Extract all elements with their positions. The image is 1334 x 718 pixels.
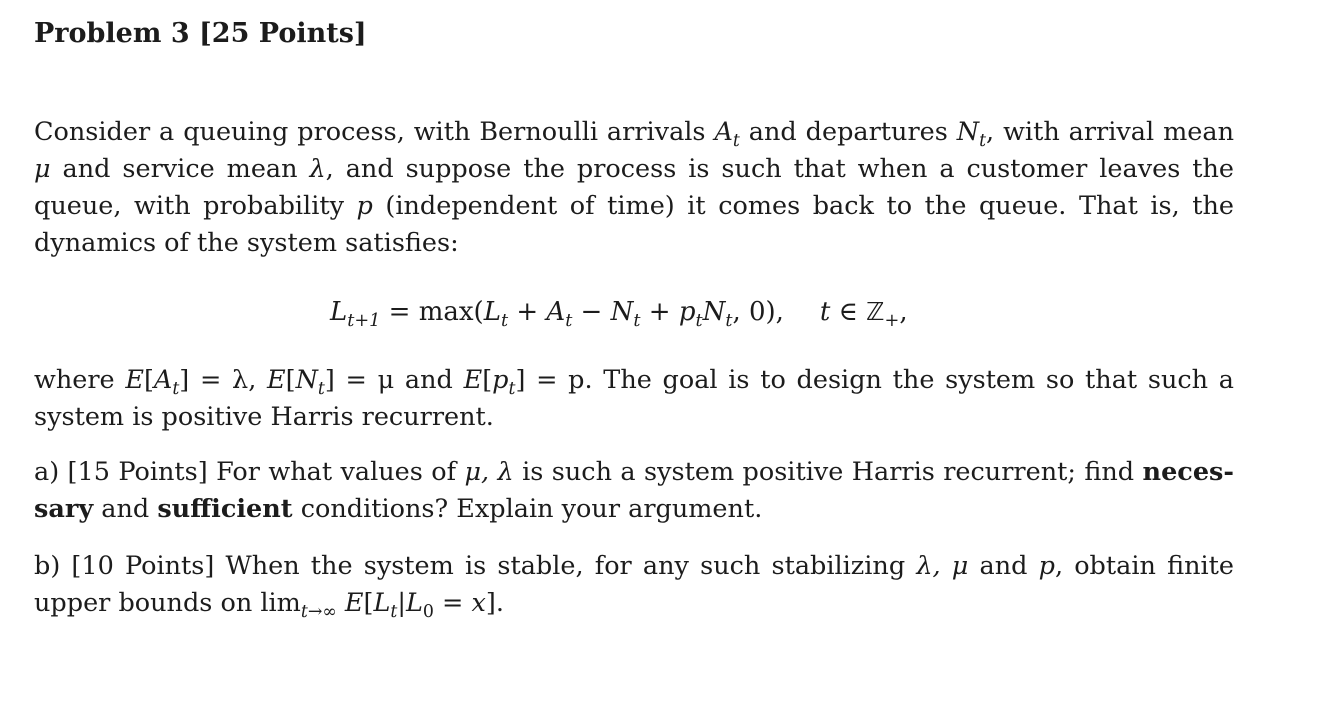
where-p-subscript: t <box>508 379 516 400</box>
eq-p-subscript: t <box>695 311 703 332</box>
eq-L-subscript: t <box>500 311 509 332</box>
part-b-text-1: b) [10 Points] When the system is stable, for any such stabilizing <box>34 551 917 581</box>
problem-intro-paragraph <box>34 114 1234 262</box>
where-eq-3: = p <box>525 365 585 395</box>
where-and: and <box>394 365 464 395</box>
eq-integers-subscript: + <box>884 311 900 332</box>
expectations-paragraph <box>34 362 1234 436</box>
intro-text-6: (independent of time) it comes back to the queue. That is, the dynamics of the system satisfies: <box>34 191 1234 258</box>
eq-lhs: L <box>330 297 348 327</box>
eq-A-subscript: t <box>565 311 573 332</box>
part-b-eq-x: = x <box>433 588 486 618</box>
expectation-E-2: E <box>267 365 286 395</box>
bracket-open-b: [ <box>363 588 374 618</box>
eq-minus: − <box>572 297 611 327</box>
part-b-L-subscript: t <box>390 602 398 623</box>
part-a-variables: μ, λ <box>464 457 514 487</box>
limit-operator: lim <box>260 588 301 618</box>
part-a-text-2: is such a system positive Harris recurrent; find <box>513 457 1143 487</box>
part-b-L: L <box>373 588 391 618</box>
mu-symbol: μ <box>34 154 51 184</box>
eq-trailing-comma: , <box>899 297 908 327</box>
part-a-necessary: necessary <box>34 457 1235 524</box>
where-p: p <box>492 365 509 395</box>
part-b-p: p <box>1038 551 1055 581</box>
problem-title: Problem 3 [25 Points] <box>34 18 367 49</box>
where-eq-2: = μ <box>334 365 395 395</box>
bracket-close-2: ] <box>324 365 335 395</box>
part-b-text-3: , obtain finite upper bounds on <box>34 551 1234 618</box>
part-a-text-1: a) [15 Points] For what values of <box>34 457 465 487</box>
bracket-open-2: [ <box>285 365 296 395</box>
part-b-text-2: and <box>968 551 1039 581</box>
part-b-expectation: E <box>344 588 364 618</box>
eq-A: A <box>546 297 566 327</box>
where-text-1: where <box>34 365 126 395</box>
part-b-variables: λ, μ <box>916 551 969 581</box>
bracket-close-3: ] <box>515 365 526 395</box>
conditional-bar: | <box>397 588 406 618</box>
eq-N2-subscript: t <box>725 311 733 332</box>
part-b-L0-subscript: 0 <box>422 602 434 623</box>
where-text-2: . The goal is to design the system so that such a system is positive Harris recurrent. <box>34 365 1235 432</box>
part-a-sufficient: sufficient <box>157 494 293 524</box>
eq-p: p <box>678 297 696 327</box>
bracket-open-3: [ <box>482 365 493 395</box>
arrival-variable: A <box>714 117 733 147</box>
departure-variable: N <box>956 117 980 147</box>
bracket-close-1: ] <box>179 365 190 395</box>
dynamics-equation <box>330 293 908 331</box>
eq-in-symbol: ∈ <box>830 297 867 327</box>
expectation-E-3: E <box>463 365 483 395</box>
where-A-subscript: t <box>172 379 180 400</box>
where-N-subscript: t <box>317 379 325 400</box>
eq-N-subscript: t <box>633 311 641 332</box>
limit-subscript: t→∞ <box>300 602 337 623</box>
part-a-paragraph <box>34 454 1234 528</box>
eq-N: N <box>610 297 634 327</box>
probability-symbol: p <box>356 191 373 221</box>
intro-text-5: , and suppose the process is such that when a customer leaves the queue, with probability <box>34 154 1234 221</box>
intro-text-1: Consider a queuing process, with Bernoulli arrivals <box>34 117 715 147</box>
where-A: A <box>153 365 173 395</box>
where-eq-1: = λ, <box>189 365 268 395</box>
departure-subscript: t <box>979 131 987 152</box>
eq-domain-t: t <box>819 297 831 327</box>
part-b-L0: L <box>405 588 423 618</box>
where-N: N <box>295 365 318 395</box>
bracket-close-b: ] <box>485 588 496 618</box>
eq-plus-2: + <box>640 297 679 327</box>
eq-max-open: = max( <box>380 297 484 327</box>
intro-text-4: and service mean <box>50 154 310 184</box>
eq-N2: N <box>702 297 726 327</box>
bracket-open-1: [ <box>143 365 154 395</box>
lambda-symbol: λ <box>309 154 326 184</box>
part-b-paragraph <box>34 548 1234 622</box>
intro-text-3: , with arrival mean <box>986 117 1234 147</box>
eq-integers-symbol: ℤ <box>866 297 885 326</box>
part-b-period: . <box>495 588 504 618</box>
part-a-text-4: conditions? Explain your argument. <box>292 494 763 524</box>
arrival-subscript: t <box>732 131 740 152</box>
eq-L: L <box>483 297 501 327</box>
expectation-E-1: E <box>125 365 144 395</box>
intro-text-2: and departures <box>739 117 957 147</box>
eq-lhs-subscript: t+1 <box>347 311 381 332</box>
eq-plus-1: + <box>508 297 547 327</box>
eq-max-close: , 0), <box>732 297 784 327</box>
part-a-text-3: and <box>93 494 158 524</box>
